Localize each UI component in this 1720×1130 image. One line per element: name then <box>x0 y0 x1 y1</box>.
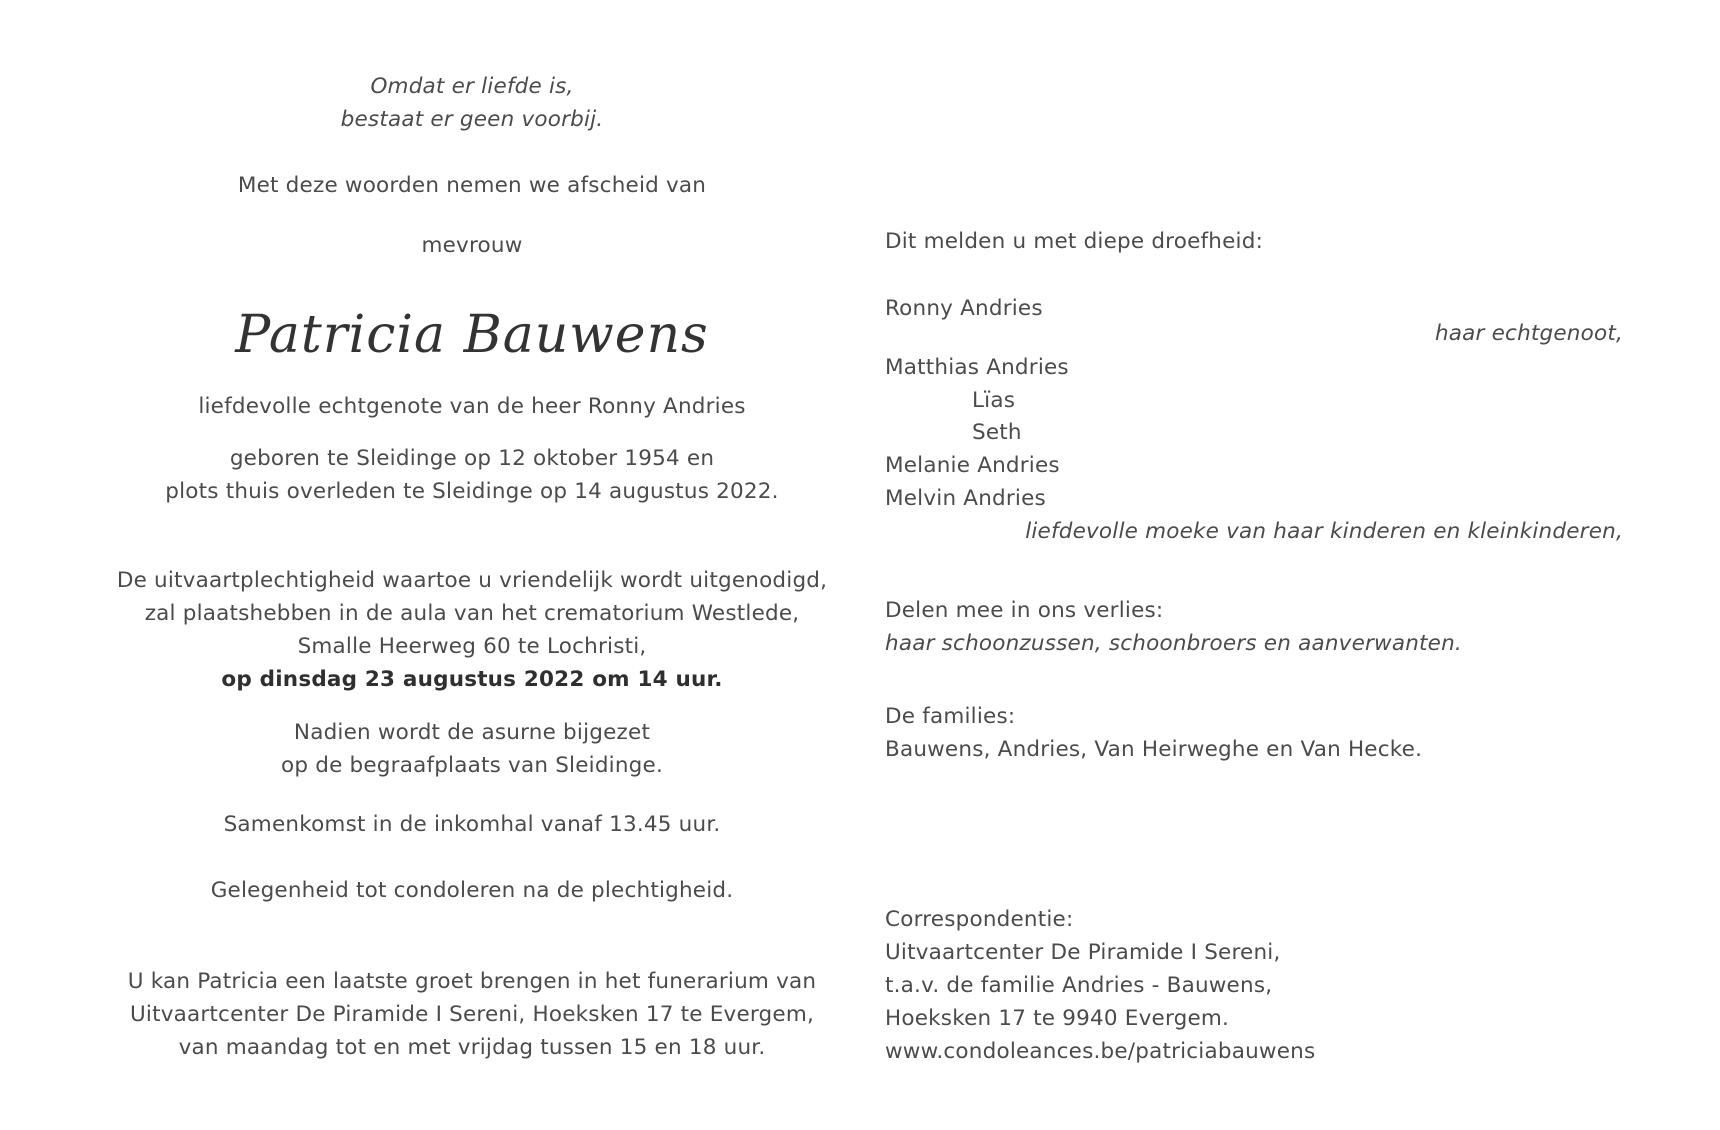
visit-line-1: U kan Patricia een laatste groet brengen in het funerarium van <box>127 969 817 994</box>
visit-line-3: van maandag tot en met vrijdag tussen 15 en 18 uur. <box>178 1035 766 1060</box>
visit-line-2: Uitvaartcenter De Piramide I Sereni, Hoeksken 17 te Evergem, <box>129 1002 815 1027</box>
correspondence-line-2: t.a.v. de familie Andries - Bauwens, <box>885 973 1273 998</box>
correspondence-line-1: Uitvaartcenter De Piramide I Sereni, <box>885 940 1281 965</box>
death-line: plots thuis overleden te Sleidinge op 14 augustus 2022. <box>165 479 779 504</box>
grandchild-name-1: Lïas <box>972 388 1016 413</box>
quote-line-1: Omdat er liefde is, <box>370 74 574 99</box>
correspondence-heading: Correspondentie: <box>885 907 1074 932</box>
intro-text: Met deze woorden nemen we afscheid van <box>237 173 707 198</box>
birth-line: geboren te Sleidinge op 12 oktober 1954 en <box>229 446 715 471</box>
gathering-text: Samenkomst in de inkomhal vanaf 13.45 uur. <box>223 812 721 837</box>
children-role: liefdevolle moeke van haar kinderen en kleinkinderen, <box>1025 519 1623 544</box>
families-text: Bauwens, Andries, Van Heirweghe en Van Hecke. <box>885 737 1423 762</box>
ceremony-line-2: zal plaatshebben in de aula van het crematorium Westlede, <box>144 601 800 626</box>
ceremony-date: op dinsdag 23 augustus 2022 om 14 uur. <box>221 667 723 692</box>
child-name-3: Melvin Andries <box>885 486 1046 511</box>
quote-line-2: bestaat er geen voorbij. <box>340 107 604 132</box>
condolence-website: www.condoleances.be/patriciabauwens <box>885 1039 1316 1064</box>
condolence-text: Gelegenheid tot condoleren na de plechtigheid. <box>210 878 734 903</box>
deceased-name: Patricia Bauwens <box>235 305 709 365</box>
spouse-line: liefdevolle echtgenote van de heer Ronny Andries <box>198 394 746 419</box>
child-name-2: Melanie Andries <box>885 453 1060 478</box>
ceremony-line-3: Smalle Heerweg 60 te Lochristi, <box>297 634 647 659</box>
child-name-1: Matthias Andries <box>885 355 1069 380</box>
announcement: Dit melden u met diepe droefheid: <box>885 229 1264 254</box>
share-text: haar schoonzussen, schoonbroers en aanverwanten. <box>885 631 1462 656</box>
urn-line-2: op de begraafplaats van Sleidinge. <box>280 753 663 778</box>
share-heading: Delen mee in ons verlies: <box>885 598 1164 623</box>
husband-role: haar echtgenoot, <box>1434 321 1623 346</box>
husband-name: Ronny Andries <box>885 296 1043 321</box>
families-heading: De families: <box>885 704 1016 729</box>
ceremony-line-1: De uitvaartplechtigheid waartoe u vriendelijk wordt uitgenodigd, <box>116 568 828 593</box>
correspondence-line-3: Hoeksken 17 te 9940 Evergem. <box>885 1006 1230 1031</box>
honorific: mevrouw <box>421 233 523 258</box>
urn-line-1: Nadien wordt de asurne bijgezet <box>293 720 651 745</box>
grandchild-name-2: Seth <box>972 420 1022 445</box>
